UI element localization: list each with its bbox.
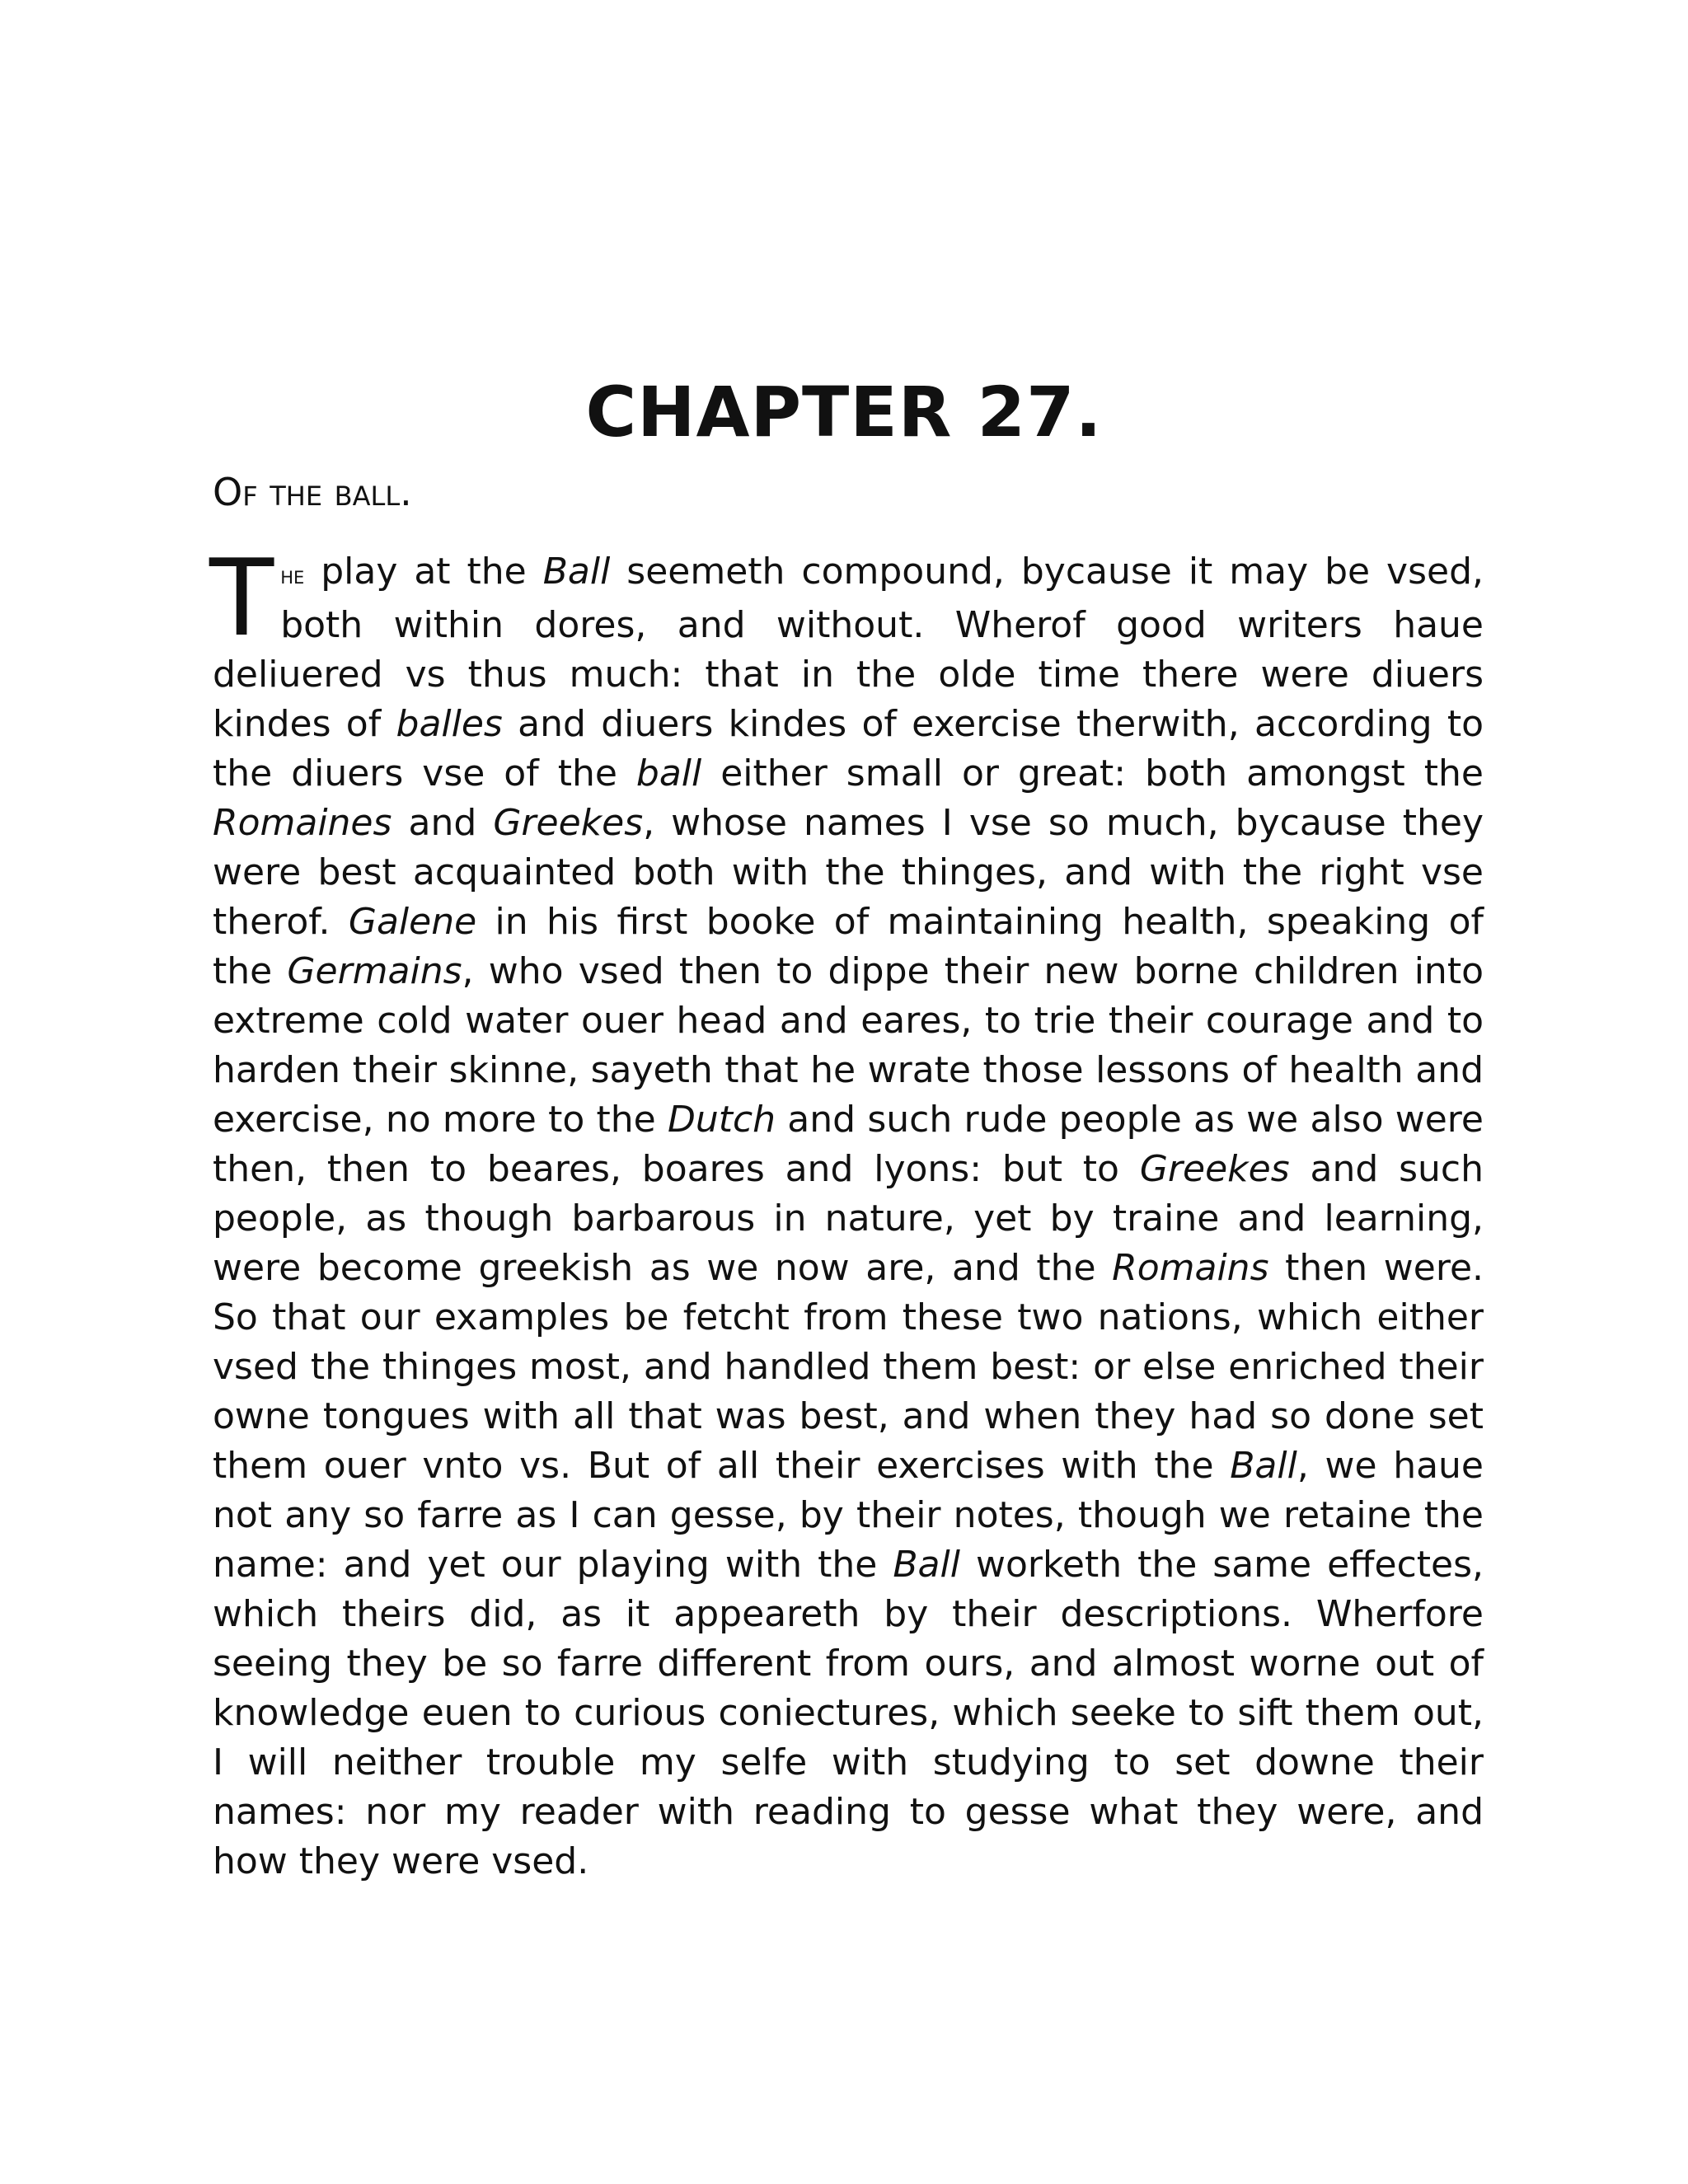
section-heading: Of the ball. — [213, 470, 412, 514]
text-run: , whose names I vse so much, bycause they were best acquainted both with the thinges, and with the right vse therof. — [213, 802, 1484, 943]
italic-text-run: Greekes — [493, 802, 644, 844]
text-run: seemeth compound, bycause it may be vsed, both within dores, and without. Wherof good writers haue deliuered vs thus much: that in the olde time there were diuers kindes of — [213, 551, 1484, 745]
text-run: either small or great: both amongst the — [701, 752, 1484, 794]
italic-text-run: Ball — [1230, 1445, 1297, 1487]
italic-text-run: Greekes — [1139, 1148, 1290, 1190]
lead-smallcaps: he — [280, 561, 305, 590]
text-run: and diuers kindes of exercise therwith, according to the diuers vse of the — [213, 703, 1484, 794]
text-run: and such people, as though barbarous in nature, yet by traine and learning, were become greekish as we now are, and the — [213, 1148, 1484, 1289]
italic-text-run: Dutch — [667, 1099, 776, 1141]
text-run: and such rude people as we also were then, then to beares, boares and lyons: but to — [213, 1099, 1484, 1190]
chapter-title: CHAPTER 27. — [585, 372, 1103, 453]
italic-text-run: Ball — [542, 551, 611, 593]
italic-text-run: Ball — [893, 1544, 960, 1586]
italic-text-run: Romains — [1112, 1247, 1269, 1289]
drop-cap: T — [209, 537, 274, 660]
text-run: , we haue not any so farre as I can gesse, by their notes, though we retaine the name: and yet our playing with the — [213, 1445, 1484, 1586]
italic-text-run: balles — [396, 703, 503, 745]
italic-text-run: Romaines — [213, 802, 392, 844]
body-paragraph — [209, 537, 1484, 1886]
italic-text-run: ball — [635, 752, 702, 794]
text-run: , who vsed then to dippe their new borne children into extreme cold water ouer head and eares, to trie their courage and to harden their skinne, sayeth that he wrate those lessons of health and exercise, no more to the — [213, 950, 1484, 1141]
text-run: then were. So that our examples be fetcht from these two nations, which either vsed the thinges most, and handled them best: or else enriched their owne tongues with all that was best, and when they had so done set them ouer vnto vs. But of all their exercises with the — [213, 1247, 1484, 1487]
italic-text-run: Galene — [348, 901, 477, 943]
text-run: play at the — [304, 551, 543, 593]
text-run: worketh the same effectes, which theirs did, as it appeareth by their descriptions. Wherfore seeing they be so farre different from ours, and almost worne out of knowledge euen to curious coniectures, which seeke to sift them out, I will neither trouble my selfe with studying to set downe their names: nor my reader with reading to gesse what they were, and how they were vsed. — [213, 1544, 1484, 1882]
italic-text-run: Germains — [287, 950, 462, 992]
text-run: and — [392, 802, 494, 844]
text-run: in his first booke of maintaining health, speaking of the — [213, 901, 1484, 992]
